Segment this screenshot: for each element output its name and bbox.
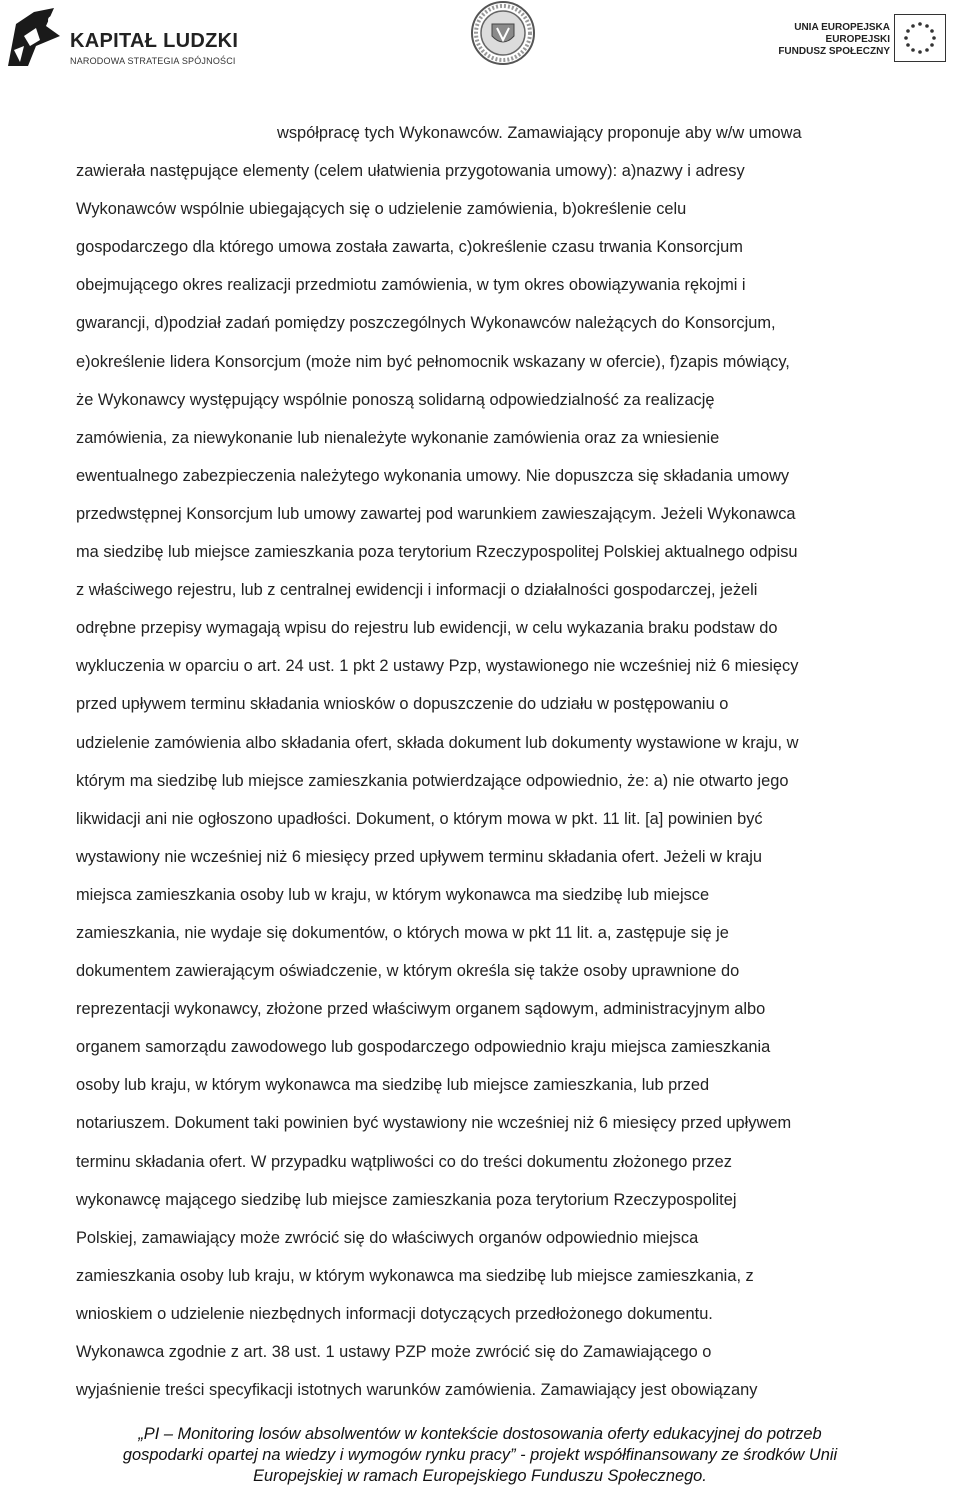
body-line: współpracę tych Wykonawców. Zamawiający proponuje aby w/w umowa <box>277 124 802 142</box>
body-line: przed upływem terminu składania wniosków o dopuszczenie do udziału w postępowaniu o <box>76 695 729 714</box>
body-line: Wykonawca zgodnie z art. 38 ust. 1 ustawy PZP może zwrócić się do Zamawiającego o <box>76 1343 712 1361</box>
body-line: e)określenie lidera Konsorcjum (może nim być pełnomocnik wskazany w ofercie), f)zapis mówiący, <box>76 352 790 371</box>
body-line: reprezentacji wykonawcy, złożone przed właściwym organem sądowym, administracyjnym albo <box>76 1000 766 1019</box>
body-line: udzielenie zamówienia albo składania ofert, składa dokument lub dokumenty wystawione w kraju, w <box>76 733 799 752</box>
body-line: ewentualnego zabezpieczenia należytego wykonania umowy. Nie dopuszcza się składania umowy <box>76 466 790 485</box>
body-line: że Wykonawcy występujący wspólnie ponoszą solidarną odpowiedzialność za realizację <box>76 390 715 409</box>
body-line: Polskiej, zamawiający może zwrócić się do właściwych organów odpowiednio miejsca <box>76 1228 699 1247</box>
footer-line: gospodarki opartej na wiedzy i wymogów rynku pracy” - projekt współfinansowany ze środków Unii <box>122 1446 838 1464</box>
kapital-ludzki-logo <box>6 6 246 68</box>
body-line: likwidacji ani nie ogłoszono upadłości. Dokument, o którym mowa w pkt. 11 lit. [a] powinien być <box>76 809 763 828</box>
body-line: notariuszem. Dokument taki powinien być wystawiony nie wcześniej niż 6 miesięcy przed upływem <box>76 1114 792 1133</box>
eu-label-line3: FUNDUSZ SPOŁECZNY <box>778 46 890 57</box>
body-line: dokumentem zawierającym oświadczenie, w którym określa się także osoby uprawnione do <box>76 962 740 981</box>
eu-label-line1: UNIA EUROPEJSKA <box>794 22 890 33</box>
footer-line: Europejskiej w ramach Europejskiego Funduszu Społecznego. <box>253 1467 707 1485</box>
kapital-ludzki-subtitle: NARODOWA STRATEGIA SPÓJNOŚCI <box>70 56 236 66</box>
body-line: gospodarczego dla którego umowa została zawarta, c)określenie czasu trwania Konsorcjum <box>76 238 743 257</box>
body-line: ma siedzibę lub miejsce zamieszkania poza terytorium Rzeczypospolitej Polskiej aktualnego odpisu <box>76 543 798 562</box>
body-line: wnioskiem o udzielenie niezbędnych informacji dotyczących przedłożonego dokumentu. <box>76 1304 713 1323</box>
body-line: osoby lub kraju, w którym wykonawca ma siedzibę lub miejsce zamieszkania, lub przed <box>76 1076 710 1095</box>
body-line: terminu składania ofert. W przypadku wątpliwości co do treści dokumentu złożonego przez <box>76 1152 732 1171</box>
body-line: miejsca zamieszkania osoby lub w kraju, w którym wykonawca ma siedzibę lub miejsce <box>76 885 710 904</box>
body-line: wystawiony nie wcześniej niż 6 miesięcy przed upływem terminu składania ofert. Jeżeli w kraju <box>76 847 762 866</box>
footer-line: „PI – Monitoring losów absolwentów w kontekście dostosowania oferty edukacyjnej do potrzeb <box>138 1425 822 1443</box>
eu-label-line2: EUROPEJSKI <box>825 34 890 45</box>
eu-flag <box>894 14 946 62</box>
kapital-ludzki-mark <box>6 6 62 68</box>
body-line: Wykonawców wspólnie ubiegających się o udzielenie zamówienia, b)określenie celu <box>76 200 687 219</box>
body-line: organem samorządu zawodowego lub gospodarczego odpowiednio kraju miejsca zamieszkania <box>76 1038 771 1057</box>
kapital-ludzki-title: KAPITAŁ LUDZKI <box>70 30 239 52</box>
page-footer <box>40 1424 920 1487</box>
body-line: wykonawcę mającego siedzibę lub miejsce zamieszkania poza terytorium Rzeczypospolitej <box>76 1190 737 1209</box>
body-line: zawierała następujące elementy (celem ułatwienia przygotowania umowy): a)nazwy i adresy <box>76 162 745 181</box>
body-line: gwarancji, d)podział zadań pomiędzy poszczególnych Wykonawców należących do Konsorcjum, <box>76 314 776 333</box>
university-seal <box>470 0 536 66</box>
body-line: zamówienia, za niewykonanie lub nienależyte wykonanie zamówienia oraz za wniesienie <box>76 428 720 447</box>
body-line: którym ma siedzibę lub miejsce zamieszkania potwierdzające odpowiednio, że: a) nie otwarto jego <box>76 771 789 790</box>
eu-label <box>770 22 890 58</box>
body-line: zamieszkania osoby lub kraju, w którym wykonawca ma siedzibę lub miejsce zamieszkania, z <box>76 1266 754 1285</box>
page-header <box>0 0 960 80</box>
body-line: z właściwego rejestru, lub z centralnej ewidencji i informacji o działalności gospodarczej, jeżeli <box>76 581 758 600</box>
body-line: wykluczenia w oparciu o art. 24 ust. 1 pkt 2 ustawy Pzp, wystawionego nie wcześniej niż 6 miesięcy <box>76 657 799 676</box>
body-line: obejmującego okres realizacji przedmiotu zamówienia, w tym okres obowiązywania rękojmi i <box>76 276 746 295</box>
body-line: przedwstępnej Konsorcjum lub umowy zawartej pod warunkiem zawieszającym. Jeżeli Wykonawca <box>76 504 796 523</box>
body-line: zamieszkania, nie wydaje się dokumentów, o których mowa w pkt 11 lit. a, zastępuje się je <box>76 923 729 942</box>
body-line: wyjaśnienie treści specyfikacji istotnych warunków zamówienia. Zamawiający jest obowiązany <box>76 1381 758 1400</box>
document-body <box>76 114 912 1409</box>
body-line: odrębne przepisy wymagają wpisu do rejestru lub ewidencji, w celu wykazania braku podstaw do <box>76 619 778 638</box>
